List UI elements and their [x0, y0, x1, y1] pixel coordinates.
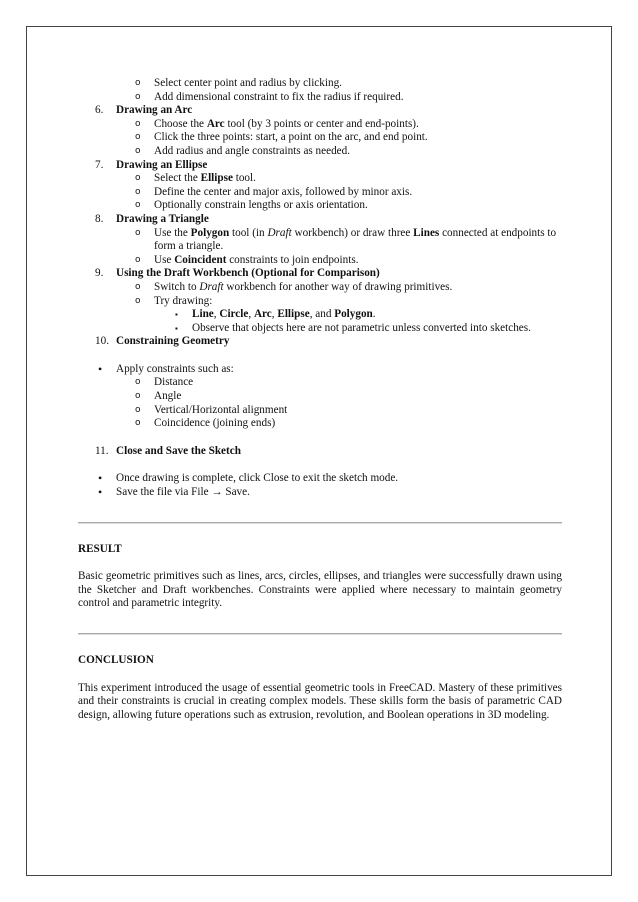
list-item: • Save the file via File → Save. — [98, 485, 250, 500]
list-item: o Select center point and radius by clicking. — [135, 77, 342, 89]
list-item: o Use the Polygon tool (in Draft workbench) or draw three Lines connected at endpoints to form a triangle. — [135, 226, 557, 253]
list-item: • Once drawing is complete, click Close to exit the sketch mode. — [98, 471, 399, 486]
circle-bullet-icon: o — [135, 145, 141, 156]
list-item: o Distance — [135, 376, 194, 389]
circle-bullet-icon: o — [135, 200, 141, 211]
result-body: Basic geometric primitives such as lines, arcs, circles, ellipses, and triangles were successfully drawn using the Sketcher and Draft workbenches. Constraints were applied where necessary to maintain geometry control and parametric integrity. — [78, 570, 562, 610]
square-bullet-icon: ▪ — [175, 323, 178, 333]
conclusion-heading: CONCLUSION — [78, 654, 154, 666]
step-6-heading: 6. Drawing an Arc — [95, 104, 193, 117]
circle-bullet-icon: o — [135, 404, 141, 415]
circle-bullet-icon: o — [135, 254, 141, 265]
list-item: o Switch to Draft workbench for another way of drawing primitives. — [135, 280, 453, 293]
list-item: o Define the center and major axis, followed by minor axis. — [135, 185, 413, 198]
bullet-icon: • — [98, 485, 103, 500]
circle-bullet-icon: o — [135, 173, 141, 184]
circle-bullet-icon: o — [135, 132, 141, 143]
list-item: o Add radius and angle constraints as needed. — [135, 144, 351, 157]
circle-bullet-icon: o — [135, 186, 141, 197]
list-item: o Coincidence (joining ends) — [135, 417, 276, 430]
circle-bullet-icon: o — [135, 295, 141, 306]
list-item: o Angle — [135, 390, 182, 403]
list-item: o Optionally constrain lengths or axis orientation. — [135, 199, 368, 212]
bullet-icon: • — [98, 471, 103, 486]
circle-bullet-icon: o — [135, 118, 141, 129]
square-bullet-icon: ▪ — [175, 310, 178, 320]
step-7-heading: 7. Drawing an Ellipse — [95, 158, 208, 171]
circle-bullet-icon: o — [135, 391, 141, 402]
list-item: ▪ Line, Circle, Arc, Ellipse, and Polygon. — [175, 308, 376, 321]
step-10-heading: 10. Constraining Geometry — [95, 335, 230, 348]
list-item: o Select the Ellipse tool. — [135, 172, 256, 185]
document-content — [78, 77, 562, 722]
list-item: o Add dimensional constraint to fix the radius if required. — [135, 90, 404, 103]
circle-bullet-icon: o — [135, 418, 141, 429]
circle-bullet-icon: o — [135, 377, 141, 388]
list-item: o Vertical/Horizontal alignment — [135, 403, 288, 416]
conclusion-body: This experiment introduced the usage of essential geometric tools in FreeCAD. Mastery of these primitives and their constraints is crucial in creating complex models. These skills form the basis of parametric CAD design, allowing future operations such as extrusion, revolution, and Boolean operations in 3D modeling. — [78, 681, 562, 721]
circle-bullet-icon: o — [135, 227, 141, 238]
list-item: o Try drawing: — [135, 294, 213, 307]
result-heading: RESULT — [78, 542, 122, 555]
bullet-icon: • — [98, 361, 103, 376]
circle-bullet-icon: o — [135, 78, 141, 88]
list-item: • Apply constraints such as: — [98, 361, 234, 376]
step-9-heading: 9. Using the Draft Workbench (Optional for Comparison) — [95, 267, 380, 280]
list-item: o Choose the Arc tool (by 3 points or center and end-points). — [135, 117, 419, 130]
circle-bullet-icon: o — [135, 281, 141, 292]
list-item: o Use Coincident constraints to join endpoints. — [135, 253, 359, 266]
step-8-heading: 8. Drawing a Triangle — [95, 212, 209, 225]
step-11-heading: 11. Close and Save the Sketch — [95, 444, 241, 457]
circle-bullet-icon: o — [135, 91, 141, 102]
list-item: ▪ Observe that objects here are not parametric unless converted into sketches. — [175, 321, 531, 334]
list-item: o Click the three points: start, a point on the arc, and end point. — [135, 131, 428, 144]
